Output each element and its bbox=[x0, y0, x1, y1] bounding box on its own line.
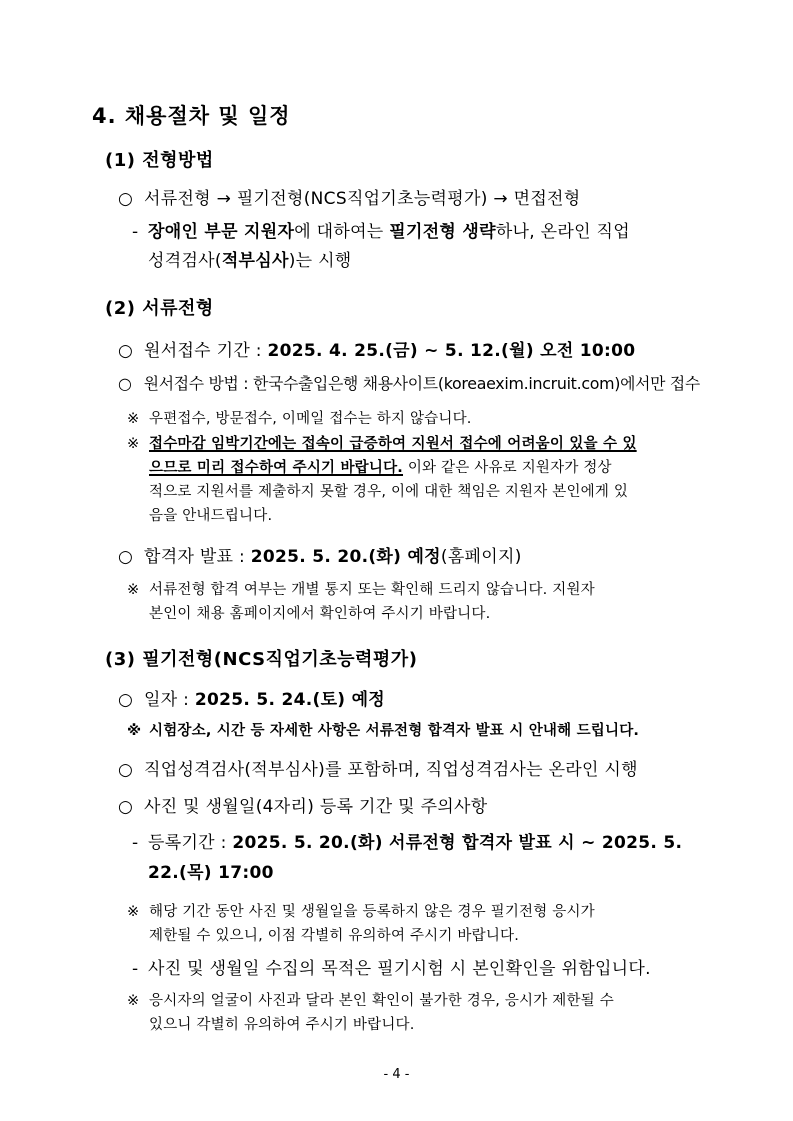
note-deadline-line2: 으므로 미리 접수하여 주시기 바랍니다. 이와 같은 사유로 지원자가 정상 bbox=[149, 460, 612, 476]
bullet-circle-icon: ○ bbox=[118, 189, 134, 209]
written-exam-exemption: 필기전형 생략 bbox=[389, 222, 496, 242]
application-period-value: 2025. 4. 25.(금) ~ 5. 12.(월) 오전 10:00 bbox=[267, 341, 636, 361]
bullet-circle-icon: ○ bbox=[118, 690, 134, 710]
subsection-heading-document: (2) 서류전형 bbox=[105, 298, 214, 319]
section-title: 4. 채용절차 및 일정 bbox=[92, 104, 291, 128]
application-method-text: 원서접수 방법 : 한국수출입은행 채용사이트(koreaexim.incruit.com)에서만 접수 bbox=[143, 374, 700, 393]
aptitude-review-label: 적부심사 bbox=[221, 251, 289, 271]
disabled-applicant-label: 장애인 부문 지원자 bbox=[148, 222, 295, 242]
note-photo-restriction: ※ 해당 기간 동안 사진 및 생월일을 등록하지 않은 경우 필기전형 응시가 bbox=[127, 904, 595, 920]
collection-purpose-line: - 사진 및 생월일 수집의 목적은 필기시험 시 본인확인을 위함입니다. bbox=[132, 959, 651, 979]
bullet-circle-icon: ○ bbox=[118, 547, 134, 567]
reference-mark: ※ bbox=[127, 436, 140, 452]
note-result-notice-line2: 본인이 채용 홈페이지에서 확인하여 주시기 바랍니다. bbox=[149, 606, 491, 622]
application-method-line bbox=[118, 371, 700, 394]
note-deadline-warning bbox=[127, 432, 637, 453]
note-identity-check: ※ 응시자의 얼굴이 사진과 달라 본인 확인이 불가한 경우, 응시가 제한될 수 bbox=[127, 993, 614, 1009]
dash-mark: - bbox=[132, 833, 139, 853]
reference-mark: ※ bbox=[127, 904, 140, 920]
written-date-line: ○ 일자 : 2025. 5. 24.(토) 예정 bbox=[118, 690, 386, 710]
reference-mark: ※ bbox=[127, 582, 140, 598]
note-identity-check-line2: 있으니 각별히 유의하여 주시기 바랍니다. bbox=[149, 1017, 415, 1033]
photo-registration-line: ○ 사진 및 생월일(4자리) 등록 기간 및 주의사항 bbox=[118, 797, 488, 817]
aptitude-test-line: ○ 직업성격검사(적부심사)를 포함하며, 직업성격검사는 온라인 시행 bbox=[118, 760, 638, 780]
bullet-circle-icon: ○ bbox=[118, 341, 134, 361]
note-deadline-line3: 적으로 지원서를 제출하지 못할 경우, 이에 대한 책임은 지원자 본인에게 있 bbox=[149, 484, 629, 500]
reference-mark: ※ bbox=[127, 723, 142, 739]
note-no-offline: ※ 우편접수, 방문접수, 이메일 접수는 하지 않습니다. bbox=[127, 411, 472, 427]
note-result-notice: ※ 서류전형 합격 여부는 개별 통지 또는 확인해 드리지 않습니다. 지원자 bbox=[127, 582, 595, 598]
note-deadline-line4: 음을 안내드립니다. bbox=[149, 508, 273, 524]
reference-mark: ※ bbox=[127, 993, 140, 1009]
registration-period-line: - 등록기간 : 2025. 5. 20.(화) 서류전형 합격자 발표 시 ~ 2025. 5. bbox=[132, 833, 683, 853]
application-period-line: ○ 원서접수 기간 : 2025. 4. 25.(금) ~ 5. 12.(월) 오전 10:00 bbox=[118, 341, 636, 361]
note-photo-restriction-line2: 제한될 수 있으니, 이점 각별히 유의하여 주시기 바랍니다. bbox=[149, 928, 520, 944]
page-number: - 4 - bbox=[383, 1067, 410, 1082]
announcement-line: ○ 합격자 발표 : 2025. 5. 20.(화) 예정(홈페이지) bbox=[118, 547, 522, 567]
subsection-heading-written: (3) 필기전형(NCS직업기초능력평가) bbox=[105, 649, 418, 670]
registration-period-line-cont: 22.(목) 17:00 bbox=[148, 863, 274, 883]
disabled-applicant-line-cont: 성격검사(적부심사)는 시행 bbox=[148, 251, 352, 271]
note-venue: ※ 시험장소, 시간 등 자세한 사항은 서류전형 합격자 발표 시 안내해 드립니다. bbox=[127, 723, 640, 739]
process-text: 서류전형 → 필기전형(NCS직업기초능력평가) → 면접전형 bbox=[144, 189, 581, 209]
process-line bbox=[118, 184, 581, 209]
announcement-date: 2025. 5. 20.(화) 예정 bbox=[250, 547, 441, 567]
disabled-applicant-line: - 장애인 부문 지원자에 대하여는 필기전형 생략하나, 온라인 직업 bbox=[132, 222, 630, 242]
reference-mark: ※ bbox=[127, 411, 140, 427]
dash-mark: - bbox=[132, 959, 139, 979]
dash-mark: - bbox=[132, 222, 139, 242]
deadline-warning-emphasis: 접수마감 임박기간에는 접속이 급증하여 지원서 접수에 어려움이 있을 수 있 bbox=[149, 436, 637, 452]
bullet-circle-icon: ○ bbox=[118, 760, 134, 780]
registration-period-value: 2025. 5. 20.(화) 서류전형 합격자 발표 시 ~ 2025. 5. bbox=[232, 833, 683, 853]
subsection-heading-method: (1) 전형방법 bbox=[105, 150, 214, 171]
written-exam-date: 2025. 5. 24.(토) 예정 bbox=[194, 690, 386, 710]
bullet-circle-icon: ○ bbox=[118, 374, 132, 393]
bullet-circle-icon: ○ bbox=[118, 797, 134, 817]
